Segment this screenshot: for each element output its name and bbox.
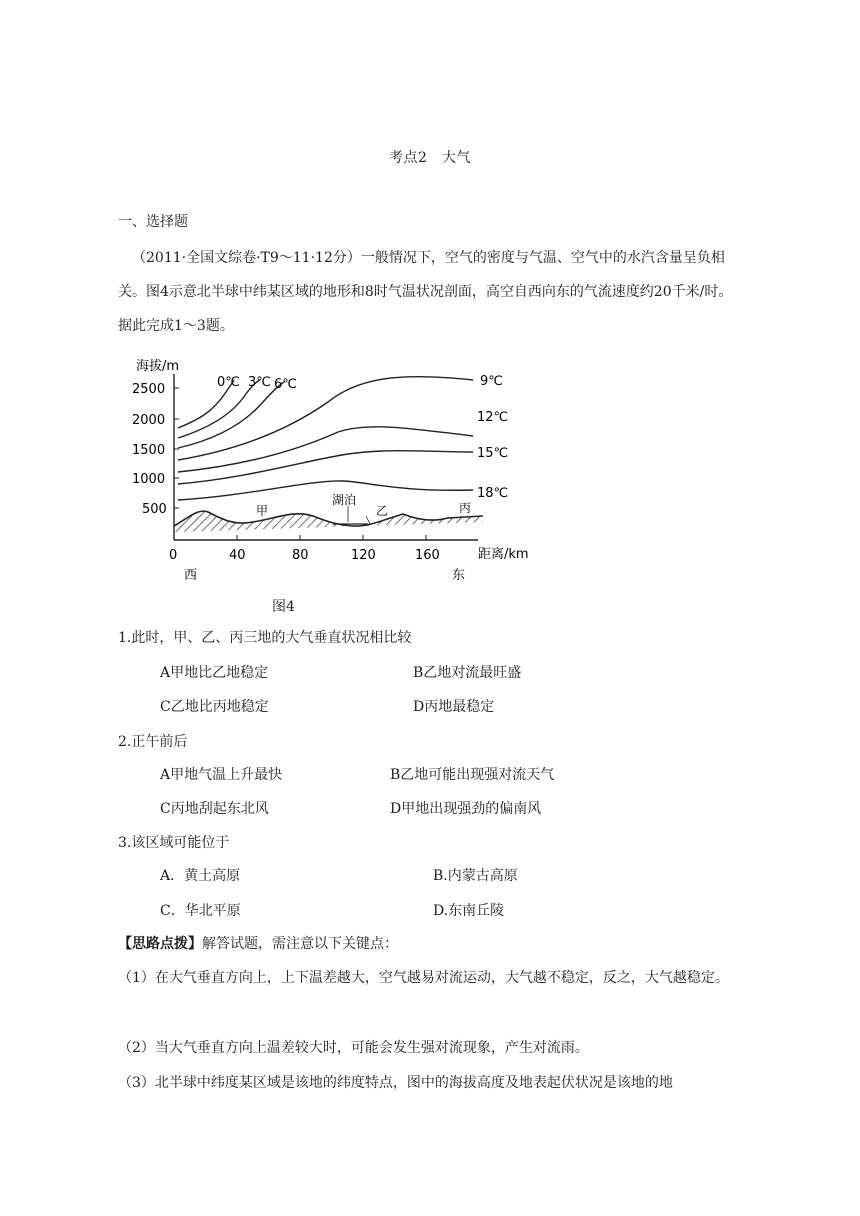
- x-tick-40: 40: [229, 548, 246, 563]
- x-tick-120: 120: [351, 548, 376, 563]
- figure-caption: 图4: [272, 599, 295, 615]
- isotherm-label-0: 0℃: [217, 375, 240, 390]
- place-jia: 甲: [256, 504, 269, 518]
- analysis-point-1: （1）在大气垂直方向上，上下温差越大，空气越易对流运动，大气越不稳定，反之，大气越稳定。: [118, 970, 729, 986]
- terrain-temperature-profile: [128, 350, 548, 590]
- analysis-heading: 【思路点拨】: [118, 936, 202, 952]
- question-3-stem: 3.该区域可能位于: [118, 835, 230, 851]
- yi-pointer: [366, 516, 370, 524]
- west-label: 西: [184, 568, 198, 583]
- question-2-option-d: D甲地出现强劲的偏南风: [390, 801, 542, 817]
- question-1-option-c: C乙地比丙地稳定: [160, 699, 269, 715]
- x-tick-0: 0: [169, 548, 178, 563]
- x-axis-label: 距离/km: [478, 547, 529, 562]
- isotherm-15: [178, 451, 473, 484]
- analysis-point-2: （2）当大气垂直方向上温差较大时，可能会发生强对流现象，产生对流雨。: [118, 1040, 589, 1056]
- question-intro: （2011·全国文综卷·T9～11·12分）一般情况下，空气的密度与气温、空气中的水汽含量呈负相关。图4示意北半球中纬某区域的地形和8时气温状况剖面，高空自西向东的气流速度约20千米/时。据此完成1～3题。: [118, 250, 733, 334]
- isotherm-label-15: 15℃: [477, 446, 509, 461]
- analysis-heading-rest: 解答试题，需注意以下关键点：: [202, 936, 398, 952]
- east-label: 东: [452, 568, 466, 583]
- isotherm-lines: [178, 377, 473, 500]
- y-tick-1500: 1500: [132, 443, 166, 458]
- place-bing: 丙: [459, 501, 472, 515]
- analysis-point-3: （3）北半球中纬度某区域是该地的纬度特点，图中的海拔高度及地表起伏状况是该地的地: [118, 1075, 673, 1091]
- question-3-option-a: A．黄土高原: [160, 868, 241, 884]
- y-tick-500: 500: [142, 502, 167, 517]
- question-3-option-c: C．华北平原: [160, 903, 241, 919]
- y-ticks: [132, 382, 179, 517]
- x-tick-160: 160: [415, 548, 440, 563]
- question-2-option-c: C丙地刮起东北风: [160, 801, 269, 817]
- page-title: 考点2 大气: [389, 150, 471, 166]
- question-3-option-b: B.内蒙古高原: [433, 868, 518, 884]
- x-tick-80: 80: [292, 548, 309, 563]
- y-tick-1000: 1000: [132, 472, 166, 487]
- isotherm-6: [178, 382, 284, 448]
- isotherm-label-12: 12℃: [477, 410, 509, 425]
- isotherm-12: [178, 427, 473, 472]
- place-lake: 湖泊: [332, 493, 357, 507]
- isotherm-label-6: 6℃: [274, 377, 297, 392]
- place-yi: 乙: [376, 504, 389, 518]
- y-tick-2000: 2000: [132, 413, 166, 428]
- question-1-stem: 1.此时，甲、乙、丙三地的大气垂直状况相比较: [118, 630, 412, 646]
- y-axis-label: 海拔/m: [136, 359, 180, 374]
- question-1-option-d: D丙地最稳定: [413, 699, 495, 715]
- isotherm-label-3: 3℃: [248, 375, 271, 390]
- isotherm-label-18: 18℃: [477, 486, 509, 501]
- question-2-option-b: B乙地可能出现强对流天气: [390, 767, 555, 783]
- y-tick-2500: 2500: [132, 382, 166, 397]
- question-3-option-d: D.东南丘陵: [433, 903, 505, 919]
- question-2-option-a: A甲地气温上升最快: [160, 767, 283, 783]
- question-1-option-b: B乙地对流最旺盛: [413, 665, 522, 681]
- question-1-option-a: A甲地比乙地稳定: [160, 665, 269, 681]
- isotherm-18: [178, 481, 473, 500]
- question-2-stem: 2.正午前后: [118, 734, 188, 750]
- isotherm-label-9: 9℃: [480, 374, 503, 389]
- x-ticks: [169, 535, 529, 583]
- analysis-heading-line: [118, 934, 398, 954]
- section-heading: 一、选择题: [118, 214, 188, 230]
- figure-4: [128, 350, 548, 594]
